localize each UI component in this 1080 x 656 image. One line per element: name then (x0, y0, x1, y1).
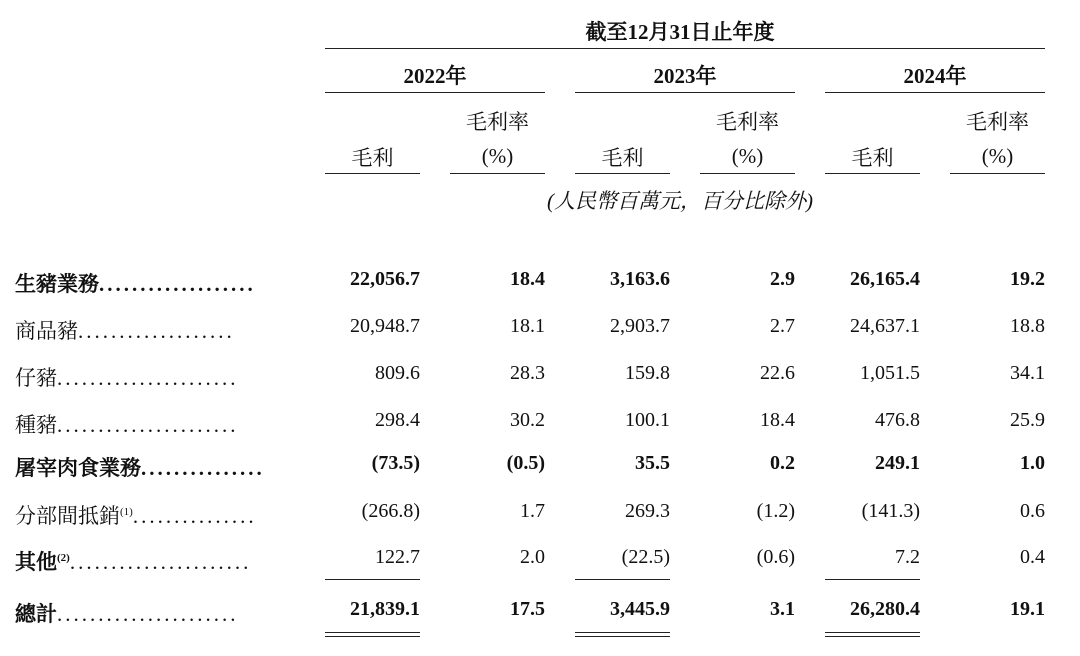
year-2022-underline (325, 92, 545, 93)
cell-margin-2023: 3.1 (770, 598, 795, 620)
cell-gross-profit-2024: 26,165.4 (850, 268, 920, 290)
margin-header-2022: 毛利率 (466, 110, 529, 134)
cell-gross-profit-2023: 3,445.9 (610, 598, 670, 620)
year-2024-underline (825, 92, 1045, 93)
cell-margin-2024: 34.1 (1010, 362, 1045, 384)
year-2023-underline (575, 92, 795, 93)
total-double-rule (325, 636, 420, 637)
period-header: 截至12月31日止年度 (585, 20, 775, 44)
cell-margin-2023: 2.9 (770, 268, 795, 290)
cell-margin-2022: 18.1 (510, 315, 545, 337)
cell-gross-profit-2024: 249.1 (875, 452, 920, 474)
row-label: 分部間抵銷$^{(1)}$............... (15, 504, 257, 528)
cell-gross-profit-2022: 809.6 (375, 362, 420, 384)
col-underline (325, 173, 420, 174)
gross-profit-header-2024: 毛利 (851, 146, 894, 170)
cell-gross-profit-2024: 476.8 (875, 409, 920, 431)
row-label-total: 總計...................... (15, 602, 239, 626)
cell-margin-2023: 2.7 (770, 315, 795, 337)
cell-margin-2024: 19.1 (1010, 598, 1045, 620)
cell-gross-profit-2024: (141.3) (861, 500, 920, 522)
cell-margin-2023: 0.2 (770, 452, 795, 474)
cell-margin-2024: 19.2 (1010, 268, 1045, 290)
cell-margin-2022: 2.0 (520, 546, 545, 568)
cell-gross-profit-2022: 22,056.7 (350, 268, 420, 290)
margin-header-2023: 毛利率 (716, 110, 779, 134)
total-double-rule (575, 632, 670, 633)
subtotal-rule (825, 579, 920, 580)
col-underline (700, 173, 795, 174)
unit-note: (人民幣百萬元，百分比除外) (547, 189, 813, 213)
subtotal-rule (325, 579, 420, 580)
cell-margin-2024: 0.6 (1020, 500, 1045, 522)
cell-margin-2022: (0.5) (506, 452, 545, 474)
cell-margin-2022: 18.4 (510, 268, 545, 290)
cell-gross-profit-2024: 26,280.4 (850, 598, 920, 620)
row-label: 其他$^{(2)}$...................... (15, 550, 252, 574)
cell-margin-2023: 18.4 (760, 409, 795, 431)
margin-header-2024: 毛利率 (966, 110, 1029, 134)
year-2022: 2022年 (403, 64, 467, 88)
cell-margin-2022: 1.7 (520, 500, 545, 522)
cell-margin-2024: 1.0 (1020, 452, 1045, 474)
cell-gross-profit-2022: (266.8) (361, 500, 420, 522)
cell-gross-profit-2023: 3,163.6 (610, 268, 670, 290)
cell-margin-2024: 18.8 (1010, 315, 1045, 337)
row-label: 種豬...................... (15, 413, 239, 437)
cell-gross-profit-2022: 122.7 (375, 546, 420, 568)
footnote-marker: (1) (120, 506, 133, 518)
row-label: 生豬業務................... (15, 272, 256, 296)
row-label: 屠宰肉食業務............... (15, 456, 265, 480)
total-double-rule (325, 632, 420, 633)
total-double-rule (825, 632, 920, 633)
cell-margin-2022: 28.3 (510, 362, 545, 384)
col-underline (950, 173, 1045, 174)
gross-profit-header-2023: 毛利 (601, 146, 644, 170)
cell-gross-profit-2024: 24,637.1 (850, 315, 920, 337)
cell-gross-profit-2022: (73.5) (371, 452, 420, 474)
margin-unit-2023: (%) (731, 144, 764, 168)
cell-margin-2022: 17.5 (510, 598, 545, 620)
cell-gross-profit-2024: 7.2 (895, 546, 920, 568)
row-label: 仔豬...................... (15, 366, 239, 390)
cell-margin-2024: 0.4 (1020, 546, 1045, 568)
cell-margin-2023: (1.2) (756, 500, 795, 522)
gross-profit-header-2022: 毛利 (351, 146, 394, 170)
period-underline (325, 48, 1045, 49)
cell-margin-2024: 25.9 (1010, 409, 1045, 431)
cell-gross-profit-2022: 21,839.1 (350, 598, 420, 620)
cell-gross-profit-2023: (22.5) (621, 546, 670, 568)
col-underline (575, 173, 670, 174)
cell-margin-2023: (0.6) (756, 546, 795, 568)
total-double-rule (825, 636, 920, 637)
cell-gross-profit-2022: 20,948.7 (350, 315, 420, 337)
cell-gross-profit-2023: 2,903.7 (610, 315, 670, 337)
col-underline (825, 173, 920, 174)
margin-unit-2022: (%) (481, 144, 514, 168)
footnote-marker: (2) (57, 552, 70, 564)
col-underline (450, 173, 545, 174)
cell-gross-profit-2023: 35.5 (635, 452, 670, 474)
total-double-rule (575, 636, 670, 637)
year-2024: 2024年 (903, 64, 967, 88)
cell-gross-profit-2023: 269.3 (625, 500, 670, 522)
cell-margin-2023: 22.6 (760, 362, 795, 384)
cell-gross-profit-2023: 100.1 (625, 409, 670, 431)
cell-margin-2022: 30.2 (510, 409, 545, 431)
row-label: 商品豬................... (15, 319, 235, 343)
subtotal-rule (575, 579, 670, 580)
cell-gross-profit-2022: 298.4 (375, 409, 420, 431)
cell-gross-profit-2023: 159.8 (625, 362, 670, 384)
margin-unit-2024: (%) (981, 144, 1014, 168)
year-2023: 2023年 (653, 64, 717, 88)
cell-gross-profit-2024: 1,051.5 (860, 362, 920, 384)
